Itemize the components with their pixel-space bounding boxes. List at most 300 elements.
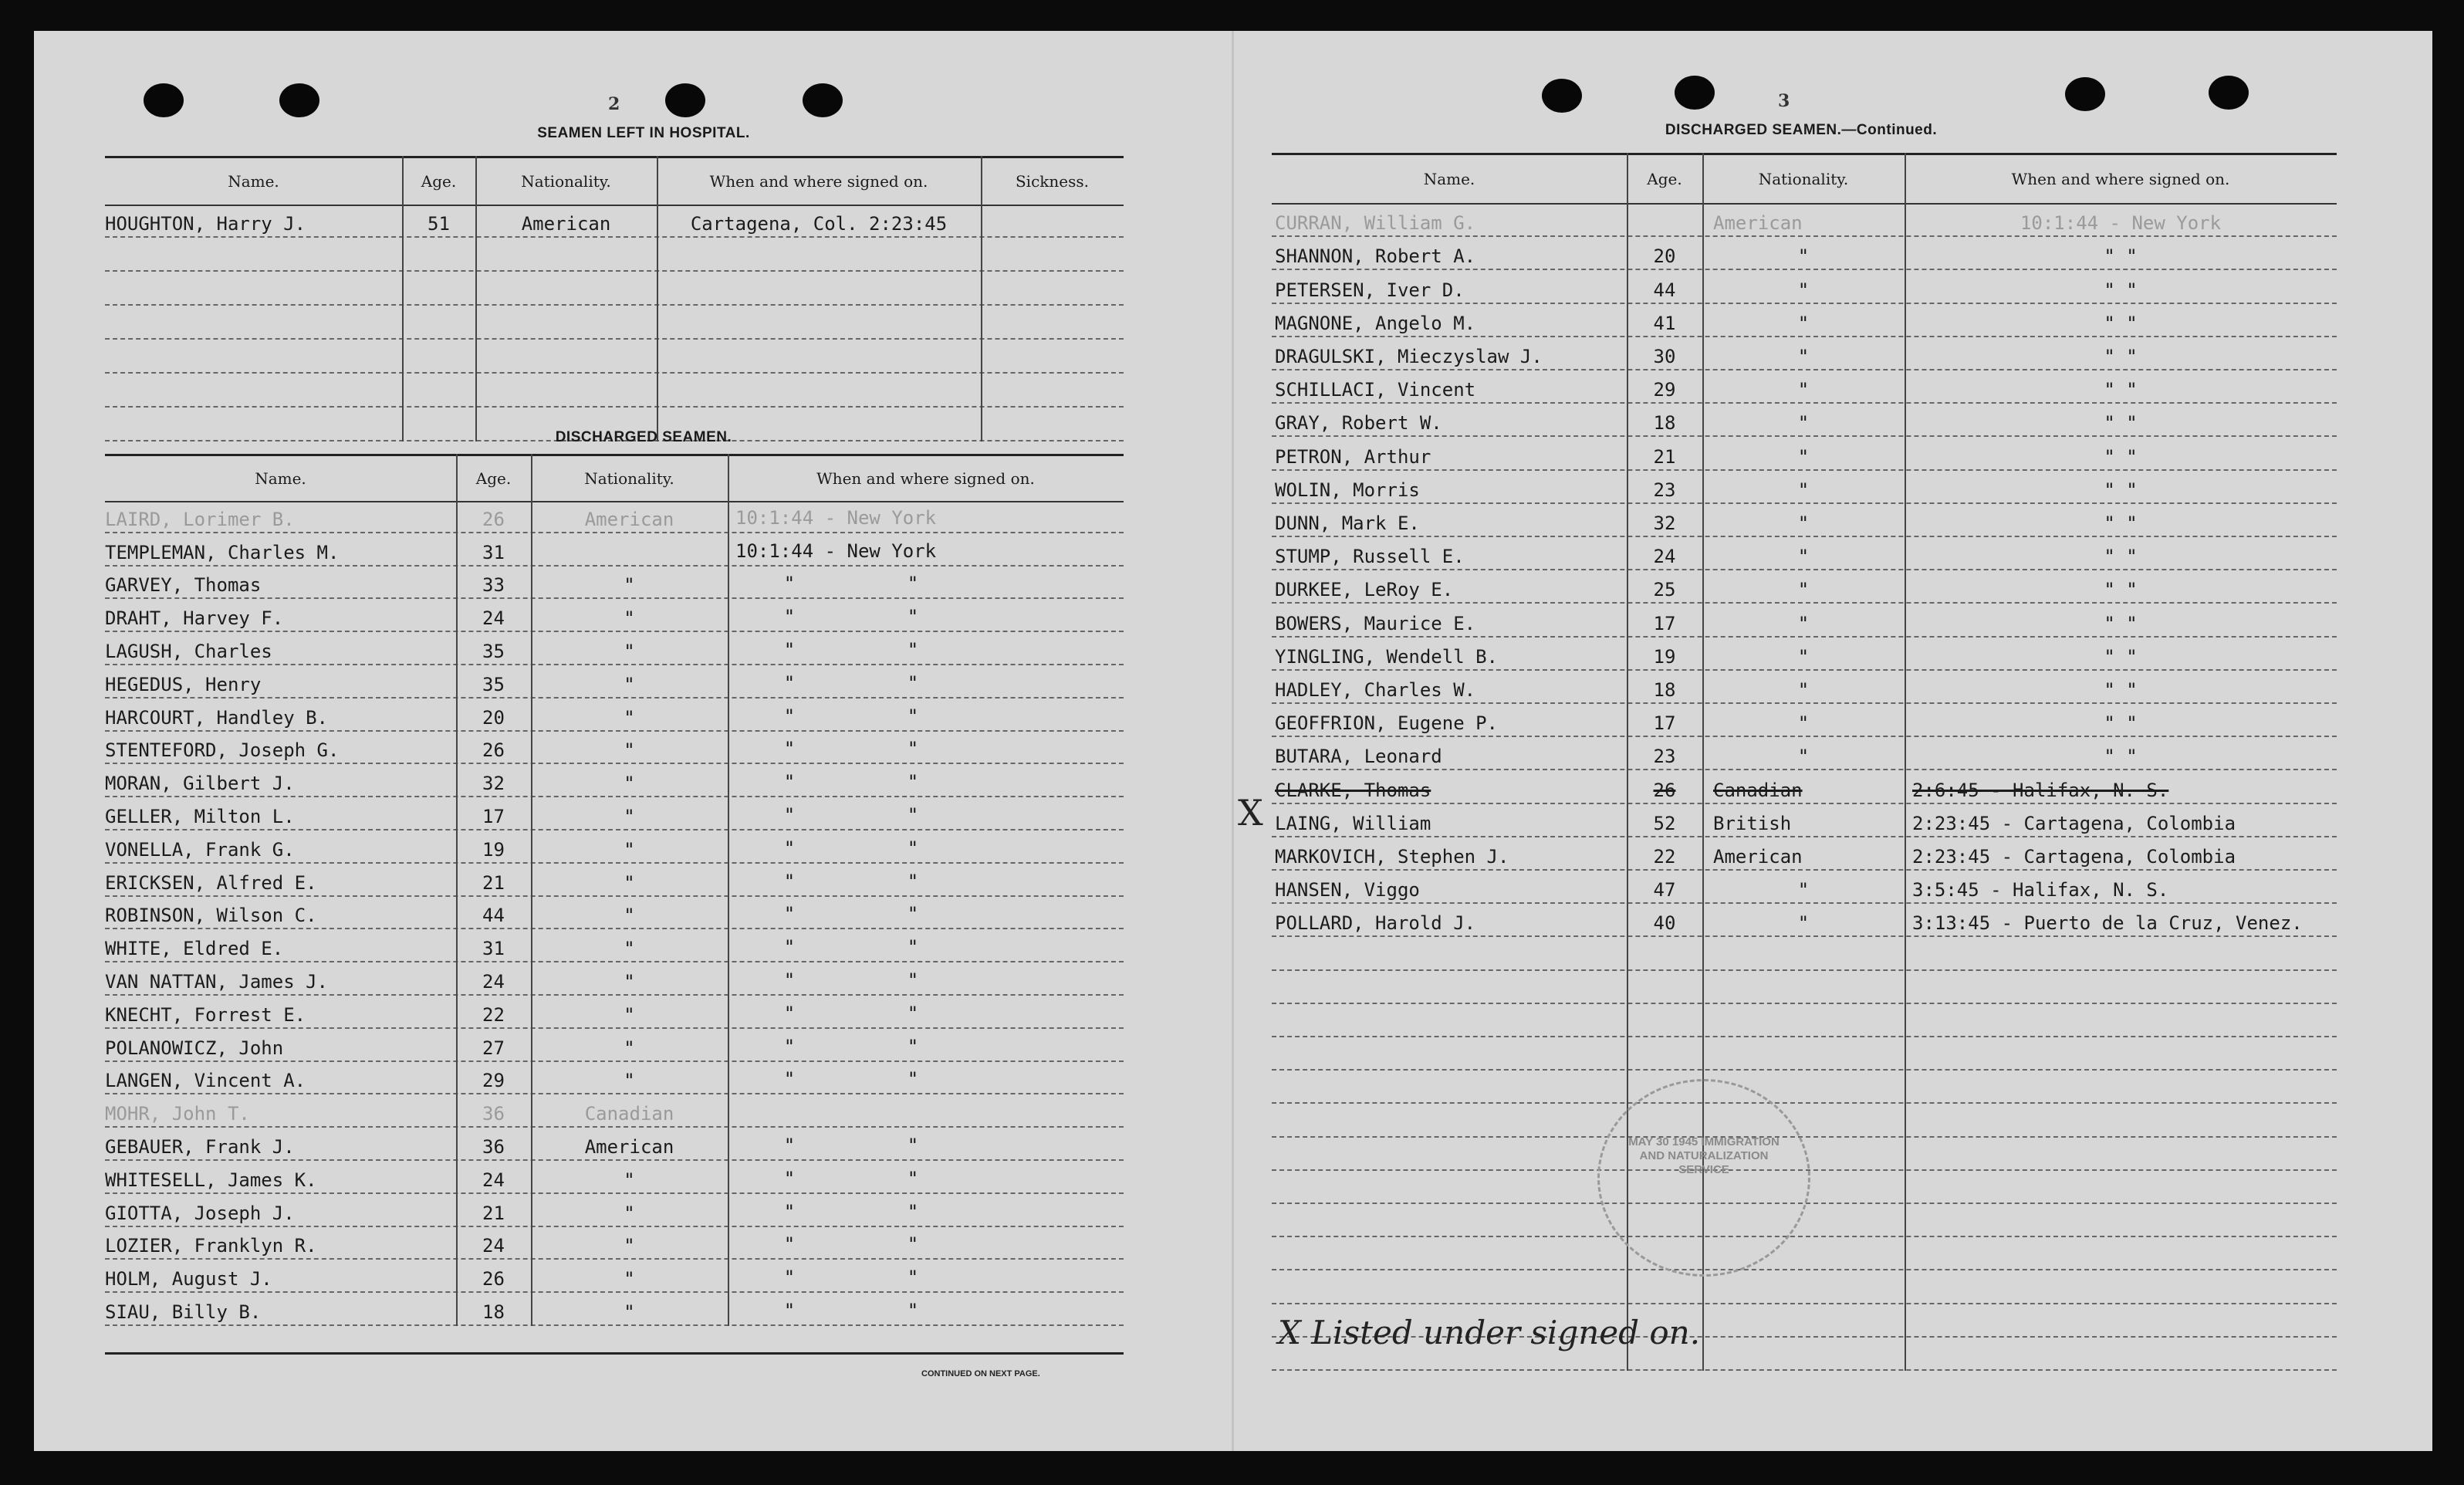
continued-section-title: DISCHARGED SEAMEN.—Continued. xyxy=(1665,122,1938,138)
seaman-nationality: " xyxy=(624,970,635,993)
signed-date: " xyxy=(783,870,796,892)
seaman-age: 26 xyxy=(482,1268,505,1290)
seaman-name: GEOFFRION, Eugene P. xyxy=(1275,712,1498,735)
seaman-signed-on xyxy=(728,1267,1124,1291)
seaman-age: 21 xyxy=(1653,445,1676,468)
seaman-name: DURKEE, LeRoy E. xyxy=(1275,579,1454,601)
seaman-signed-on: 3:5:45 - Halifax, N. S. xyxy=(1912,879,2169,901)
discharged-row xyxy=(1272,804,2337,837)
seaman-signed-on: " " xyxy=(2104,612,2138,634)
discharged-row xyxy=(105,533,1124,567)
signed-date: " xyxy=(783,1167,796,1189)
column-rule xyxy=(456,454,458,1326)
seaman-age: 27 xyxy=(482,1037,505,1059)
seaman-nationality: " xyxy=(1797,678,1810,701)
seaman-name: BOWERS, Maurice E. xyxy=(1275,612,1476,634)
seaman-name: GELLER, Milton L. xyxy=(105,805,295,827)
discharged-row xyxy=(1272,871,2337,904)
seaman-age: 41 xyxy=(1653,312,1676,334)
seaman-nationality: " xyxy=(624,938,635,960)
signed-date: " xyxy=(783,936,796,959)
seaman-nationality: " xyxy=(624,905,635,927)
discharged-row xyxy=(1272,604,2337,637)
signed-date: 10:1:44 - New York xyxy=(735,506,937,529)
seaman-nationality: " xyxy=(624,838,635,861)
continued-header-nationality: Nationality. xyxy=(1758,170,1849,188)
signed-place: " xyxy=(907,1167,919,1189)
seaman-signed-on: 2:6:45 - Halifax, N. S. xyxy=(1912,779,2169,801)
discharged-row xyxy=(105,1227,1124,1260)
discharged-row xyxy=(105,1161,1124,1194)
discharged-row xyxy=(1272,737,2337,770)
discharged-header-nationality: Nationality. xyxy=(584,469,674,488)
discharged-row xyxy=(1272,770,2337,803)
seaman-nationality: " xyxy=(624,1070,635,1092)
seaman-age: 19 xyxy=(482,838,505,861)
seaman-name: MARKOVICH, Stephen J. xyxy=(1275,845,1509,868)
seaman-age: 44 xyxy=(482,905,505,927)
discharged-row xyxy=(1272,270,2337,303)
seaman-age: 18 xyxy=(1653,412,1676,435)
signed-place: " xyxy=(907,1233,919,1256)
seaman-name: POLLARD, Harold J. xyxy=(1275,912,1476,935)
seaman-nationality: British xyxy=(1713,812,1792,834)
seaman-age: 36 xyxy=(482,1103,505,1125)
seaman-name: LANGEN, Vincent A. xyxy=(105,1070,306,1092)
seaman-name: TEMPLEMAN, Charles M. xyxy=(105,541,340,563)
signed-date: " xyxy=(783,803,796,826)
discharged-row xyxy=(105,1094,1124,1128)
discharged-row xyxy=(105,797,1124,830)
seaman-age: 23 xyxy=(1653,746,1676,768)
signed-date: " xyxy=(783,969,796,991)
discharged-header-name: Name. xyxy=(255,469,306,488)
seaman-nationality: " xyxy=(624,773,635,795)
signed-place: " xyxy=(907,837,919,859)
seaman-nationality: " xyxy=(1797,879,1810,901)
hospital-table xyxy=(105,156,1124,449)
handwritten-x-mark: X xyxy=(1238,792,1263,834)
seaman-nationality: " xyxy=(624,1301,635,1323)
hospital-header-sickness: Sickness. xyxy=(1015,172,1090,191)
seaman-name: HEGEDUS, Henry xyxy=(105,673,262,695)
page-fold xyxy=(1232,31,1234,1451)
signed-date: " xyxy=(783,606,796,628)
column-rule xyxy=(728,454,729,1326)
empty-row xyxy=(1272,971,2337,1004)
signed-place: " xyxy=(907,738,919,760)
discharged-row xyxy=(105,764,1124,797)
seaman-signed-on: 2:23:45 - Cartagena, Colombia xyxy=(1912,845,2236,868)
hospital-header-signed: When and where signed on. xyxy=(709,172,928,191)
seaman-name: YINGLING, Wendell B. xyxy=(1275,645,1498,668)
seaman-nationality: " xyxy=(624,574,635,597)
discharged-row xyxy=(1272,337,2337,370)
discharged-row xyxy=(105,864,1124,897)
seaman-name: PETERSEN, Iver D. xyxy=(1275,279,1465,301)
seaman-signed-on xyxy=(728,1003,1124,1027)
seaman-nationality: Canadian xyxy=(1713,779,1803,801)
seaman-age: 29 xyxy=(1653,379,1676,401)
seaman-age: 26 xyxy=(1653,779,1676,801)
seaman-signed-on xyxy=(728,871,1124,895)
seaman-nationality: " xyxy=(624,706,635,729)
seaman-signed-on xyxy=(728,903,1124,928)
seaman-age: 35 xyxy=(482,673,505,695)
seaman-signed-on: " " xyxy=(2104,512,2138,534)
seaman-age: 51 xyxy=(428,213,450,235)
signed-date: " xyxy=(783,573,796,595)
seaman-nationality: American xyxy=(1713,212,1803,235)
seaman-name: LAGUSH, Charles xyxy=(105,640,272,662)
seaman-nationality: " xyxy=(1797,345,1810,367)
empty-row xyxy=(1272,937,2337,970)
seaman-age: 19 xyxy=(1653,645,1676,668)
seaman-signed-on: 10:1:44 - New York xyxy=(2020,212,2222,235)
seaman-signed-on xyxy=(728,1300,1124,1324)
signed-place: " xyxy=(907,1267,919,1289)
seaman-age: 31 xyxy=(482,541,505,563)
signed-place: " xyxy=(907,1299,919,1321)
signed-place: " xyxy=(907,1035,919,1057)
seaman-age: 24 xyxy=(482,607,505,630)
seaman-name: SIAU, Billy B. xyxy=(105,1301,262,1323)
seaman-signed-on xyxy=(728,1201,1124,1226)
seaman-nationality: " xyxy=(624,871,635,894)
seaman-age: 44 xyxy=(1653,279,1676,301)
seaman-signed-on xyxy=(728,639,1124,664)
signed-place: " xyxy=(907,803,919,826)
discharged-row xyxy=(105,632,1124,665)
discharged-row xyxy=(105,1029,1124,1062)
seaman-name: STUMP, Russell E. xyxy=(1275,546,1465,568)
punch-hole xyxy=(803,83,843,117)
signed-date: 10:1:44 - New York xyxy=(735,540,937,562)
signed-date: " xyxy=(783,638,796,661)
column-rule xyxy=(1905,153,1906,1371)
hospital-section-title: SEAMEN LEFT IN HOSPITAL. xyxy=(537,125,750,141)
seaman-nationality: " xyxy=(1797,479,1810,501)
seaman-age: 40 xyxy=(1653,912,1676,935)
column-rule xyxy=(402,156,404,441)
discharged-row xyxy=(1272,837,2337,871)
discharged-row xyxy=(105,996,1124,1029)
seaman-age: 22 xyxy=(482,1003,505,1026)
seaman-nationality: " xyxy=(1797,579,1810,601)
seaman-age: 25 xyxy=(1653,579,1676,601)
seaman-signed-on: " " xyxy=(2104,746,2138,768)
stamp-text: MAY 30 1945 IMMIGRATION AND NATURALIZATION SERVICE xyxy=(1628,1135,1780,1176)
seaman-name: BUTARA, Leonard xyxy=(1275,746,1442,768)
seaman-name: SCHILLACI, Vincent xyxy=(1275,379,1476,401)
seaman-nationality: " xyxy=(624,1037,635,1059)
discharged-table-header xyxy=(105,454,1124,502)
seaman-name: DUNN, Mark E. xyxy=(1275,512,1420,534)
discharged-row xyxy=(1272,504,2337,537)
signed-place: " xyxy=(907,936,919,959)
continued-header-age: Age. xyxy=(1647,170,1682,188)
empty-row xyxy=(1272,1071,2337,1104)
seaman-name: HADLEY, Charles W. xyxy=(1275,678,1476,701)
seaman-signed-on xyxy=(728,540,1124,565)
discharged-row xyxy=(105,1194,1124,1227)
seaman-nationality: " xyxy=(1797,912,1810,935)
seaman-nationality: " xyxy=(624,673,635,695)
seaman-nationality: " xyxy=(624,640,635,662)
discharged-row xyxy=(105,1128,1124,1161)
discharged-row xyxy=(105,1260,1124,1293)
discharged-row xyxy=(105,1062,1124,1095)
seaman-name: GIOTTA, Joseph J. xyxy=(105,1202,295,1224)
seaman-age: 26 xyxy=(482,508,505,530)
hospital-row xyxy=(105,306,1124,340)
seaman-nationality: " xyxy=(624,1202,635,1224)
seaman-signed-on: 2:23:45 - Cartagena, Colombia xyxy=(1912,812,2236,834)
discharged-row xyxy=(1272,370,2337,404)
seaman-signed-on: " " xyxy=(2104,345,2138,367)
seaman-nationality: " xyxy=(1797,645,1810,668)
seaman-name: HARCOURT, Handley B. xyxy=(105,706,328,729)
hospital-header-nationality: Nationality. xyxy=(521,172,611,191)
signed-place: " xyxy=(907,771,919,793)
seaman-name: WOLIN, Morris xyxy=(1275,479,1420,501)
signed-place: " xyxy=(907,1002,919,1024)
signed-place: " xyxy=(907,969,919,991)
signed-place: " xyxy=(907,606,919,628)
seaman-name: HOLM, August J. xyxy=(105,1268,272,1290)
seaman-nationality: " xyxy=(1797,379,1810,401)
punch-hole xyxy=(1542,79,1582,113)
seaman-signed-on: Cartagena, Col. 2:23:45 xyxy=(690,213,948,235)
seaman-age: 18 xyxy=(482,1301,505,1323)
seaman-nationality: " xyxy=(1797,612,1810,634)
seaman-name: DRAGULSKI, Mieczyslaw J. xyxy=(1275,345,1543,367)
seaman-signed-on xyxy=(728,507,1124,532)
punch-hole xyxy=(2209,76,2249,110)
left-bottom-rule xyxy=(105,1352,1124,1355)
seaman-signed-on: " " xyxy=(2104,312,2138,334)
seaman-name: CLARKE, Thomas xyxy=(1275,779,1431,801)
discharged-row xyxy=(1272,704,2337,737)
seaman-age: 21 xyxy=(482,1202,505,1224)
discharged-row xyxy=(105,962,1124,996)
seaman-age: 24 xyxy=(482,1235,505,1257)
seaman-signed-on: " " xyxy=(2104,412,2138,435)
page-number-left: 2 xyxy=(608,94,620,114)
seaman-age: 31 xyxy=(482,938,505,960)
seaman-age: 22 xyxy=(1653,845,1676,868)
seaman-name: WHITESELL, James K. xyxy=(105,1169,317,1191)
punch-hole xyxy=(1675,76,1715,110)
seaman-age: 35 xyxy=(482,640,505,662)
signed-place: " xyxy=(907,705,919,727)
discharged-row xyxy=(105,897,1124,930)
discharged-row xyxy=(1272,304,2337,337)
discharged-row xyxy=(105,599,1124,632)
hospital-header-age: Age. xyxy=(421,172,457,191)
signed-date xyxy=(728,1123,1098,1125)
seaman-signed-on xyxy=(728,837,1124,862)
seaman-signed-on: " " xyxy=(2104,546,2138,568)
column-rule xyxy=(981,156,982,441)
seaman-nationality: Canadian xyxy=(584,1103,674,1125)
seaman-age: 47 xyxy=(1653,879,1676,901)
signed-date: " xyxy=(783,738,796,760)
seaman-age: 24 xyxy=(482,970,505,993)
seaman-signed-on xyxy=(728,1233,1124,1258)
seaman-signed-on: " " xyxy=(2104,445,2138,468)
continued-header-name: Name. xyxy=(1423,170,1475,188)
hospital-row xyxy=(105,340,1124,374)
seaman-age: 20 xyxy=(482,706,505,729)
seaman-sickness xyxy=(981,235,1124,236)
signed-date: " xyxy=(783,705,796,727)
hospital-table-header xyxy=(105,156,1124,206)
discharged-section-title: DISCHARGED SEAMEN. xyxy=(555,429,732,445)
seaman-age: 30 xyxy=(1653,345,1676,367)
seaman-nationality: " xyxy=(1797,512,1810,534)
seaman-nationality: " xyxy=(624,607,635,630)
seaman-age: 29 xyxy=(482,1070,505,1092)
seaman-age: 52 xyxy=(1653,812,1676,834)
signed-date: " xyxy=(783,1134,796,1156)
seaman-nationality: " xyxy=(1797,312,1810,334)
discharged-row xyxy=(1272,537,2337,570)
hospital-row xyxy=(105,374,1124,408)
hospital-row xyxy=(105,204,1124,238)
seaman-signed-on xyxy=(728,936,1124,961)
discharged-row xyxy=(1272,237,2337,270)
seaman-name: LAIRD, Lorimer B. xyxy=(105,508,295,530)
seaman-age: 17 xyxy=(482,805,505,827)
seaman-age: 36 xyxy=(482,1135,505,1158)
empty-row xyxy=(1272,1037,2337,1071)
seaman-nationality: " xyxy=(1797,245,1810,268)
seaman-age: 21 xyxy=(482,871,505,894)
discharged-row xyxy=(105,500,1124,533)
hospital-row xyxy=(105,272,1124,306)
immigration-stamp xyxy=(1597,1079,1810,1277)
seaman-name: MAGNONE, Angelo M. xyxy=(1275,312,1476,334)
continued-header-signed: When and where signed on. xyxy=(2011,170,2230,188)
column-rule xyxy=(531,454,532,1326)
document-sheet xyxy=(34,31,2432,1451)
seaman-signed-on xyxy=(728,1036,1124,1060)
seaman-nationality: " xyxy=(1797,746,1810,768)
seaman-signed-on: " " xyxy=(2104,479,2138,501)
discharged-row xyxy=(1272,570,2337,604)
punch-hole xyxy=(2065,77,2105,111)
discharged-row xyxy=(1272,404,2337,437)
signed-place: " xyxy=(907,573,919,595)
seaman-signed-on: " " xyxy=(2104,678,2138,701)
seaman-nationality: " xyxy=(624,1268,635,1290)
empty-row xyxy=(1272,1270,2337,1304)
seaman-nationality: " xyxy=(1797,412,1810,435)
seaman-age: 23 xyxy=(1653,479,1676,501)
empty-row xyxy=(1272,1004,2337,1037)
seaman-signed-on xyxy=(728,771,1124,796)
punch-hole xyxy=(665,83,705,117)
discharged-row xyxy=(105,665,1124,699)
seaman-name: VONELLA, Frank G. xyxy=(105,838,295,861)
seaman-name: KNECHT, Forrest E. xyxy=(105,1003,306,1026)
seaman-name: HANSEN, Viggo xyxy=(1275,879,1420,901)
discharged-row xyxy=(105,830,1124,864)
seaman-nationality: " xyxy=(624,1169,635,1191)
signed-date: " xyxy=(783,1233,796,1256)
seaman-nationality: American xyxy=(521,213,611,235)
seaman-name: GARVEY, Thomas xyxy=(105,574,262,597)
seaman-age: 33 xyxy=(482,574,505,597)
seaman-signed-on: " " xyxy=(2104,645,2138,668)
seaman-age: 32 xyxy=(482,773,505,795)
signed-date: " xyxy=(783,671,796,694)
discharged-row xyxy=(1272,638,2337,671)
punch-hole xyxy=(279,83,319,117)
seaman-age xyxy=(1627,234,1702,235)
seaman-name: SHANNON, Robert A. xyxy=(1275,245,1476,268)
seaman-name: STENTEFORD, Joseph G. xyxy=(105,739,340,762)
signed-place: " xyxy=(907,671,919,694)
seaman-signed-on: " " xyxy=(2104,245,2138,268)
discharged-row xyxy=(1272,671,2337,704)
seaman-age: 18 xyxy=(1653,678,1676,701)
signed-date: " xyxy=(783,1002,796,1024)
empty-row xyxy=(1272,1237,2337,1270)
seaman-name: CURRAN, William G. xyxy=(1275,212,1476,235)
seaman-signed-on: " " xyxy=(2104,379,2138,401)
seaman-name: ERICKSEN, Alfred E. xyxy=(105,871,317,894)
seaman-age: 24 xyxy=(482,1169,505,1191)
discharged-header-signed: When and where signed on. xyxy=(816,469,1035,488)
seaman-age: 17 xyxy=(1653,612,1676,634)
discharged-table xyxy=(105,454,1124,1399)
seaman-signed-on xyxy=(728,573,1124,597)
seaman-name: DRAHT, Harvey F. xyxy=(105,607,284,630)
signed-place: " xyxy=(907,638,919,661)
handwritten-note: X Listed under signed on. xyxy=(1278,1314,1701,1351)
seaman-nationality: American xyxy=(584,508,674,530)
seaman-signed-on xyxy=(728,1123,1124,1126)
seaman-name: WHITE, Eldred E. xyxy=(105,938,284,960)
signed-place: " xyxy=(907,1134,919,1156)
seaman-nationality: " xyxy=(624,805,635,827)
signed-date: " xyxy=(783,1068,796,1091)
seaman-signed-on xyxy=(728,1168,1124,1192)
column-rule xyxy=(657,156,658,441)
seaman-signed-on xyxy=(728,738,1124,763)
signed-date: " xyxy=(783,1200,796,1223)
seaman-signed-on xyxy=(728,804,1124,829)
seaman-nationality: American xyxy=(584,1135,674,1158)
seaman-age: 17 xyxy=(1653,712,1676,735)
seaman-nationality xyxy=(531,563,728,565)
signed-date: " xyxy=(783,903,796,925)
discharged-header-age: Age. xyxy=(475,469,512,488)
seaman-name: ROBINSON, Wilson C. xyxy=(105,905,317,927)
seaman-signed-on xyxy=(728,1135,1124,1159)
seaman-signed-on: " " xyxy=(2104,579,2138,601)
seaman-nationality: American xyxy=(1713,845,1803,868)
seaman-nationality: " xyxy=(624,739,635,762)
seaman-nationality: " xyxy=(624,1003,635,1026)
discharged-row xyxy=(105,567,1124,600)
signed-date: " xyxy=(783,1299,796,1321)
seaman-name: GRAY, Robert W. xyxy=(1275,412,1442,435)
seaman-signed-on xyxy=(728,705,1124,730)
seaman-signed-on: " " xyxy=(2104,712,2138,735)
